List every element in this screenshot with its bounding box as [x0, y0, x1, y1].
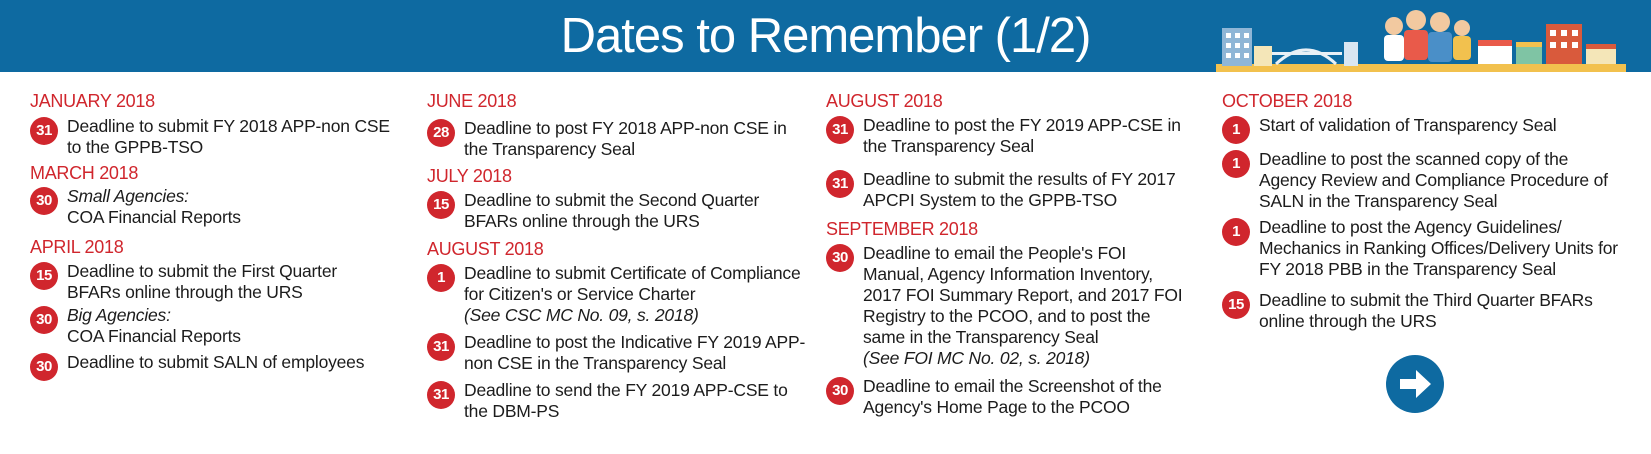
month-heading: JANUARY 2018	[30, 91, 155, 111]
deadline-text: Deadline to submit SALN of employees	[67, 352, 365, 372]
month-group-january	[30, 90, 395, 158]
deadline-item	[826, 115, 1191, 157]
day-badge: 15	[30, 262, 58, 290]
month-group-june	[427, 90, 812, 160]
deadline-text: Deadline to submit Certificate of Compliance for Citizen's or Service Charter	[464, 263, 801, 304]
column-4	[1222, 90, 1622, 332]
month-heading: MARCH 2018	[30, 163, 139, 183]
header-banner	[0, 0, 1651, 72]
deadline-item	[427, 332, 812, 374]
deadline-text: Deadline to submit FY 2018 APP-non CSE to the GPPB-TSO	[67, 116, 390, 157]
column-1	[30, 90, 395, 373]
deadline-text: Deadline to post the Agency Guidelines/ Mechanics in Ranking Offices/Delivery Units for FY 2018 PBB in the Transparency Seal	[1259, 217, 1618, 279]
day-badge: 1	[427, 264, 455, 292]
deadline-item	[427, 380, 812, 422]
day-badge: 30	[30, 187, 58, 215]
month-group-march	[30, 162, 395, 228]
deadline-text: COA Financial Reports	[67, 326, 241, 346]
month-group-october	[1222, 90, 1622, 332]
month-heading: OCTOBER 2018	[1222, 91, 1353, 111]
deadline-item	[826, 243, 1191, 369]
next-page-button[interactable]	[1386, 355, 1444, 413]
day-badge: 31	[826, 116, 854, 144]
deadline-item	[826, 169, 1191, 211]
city-illustration	[1216, 6, 1626, 72]
month-group-september	[826, 218, 1191, 418]
month-heading: AUGUST 2018	[427, 239, 544, 259]
deadline-text: Deadline to submit the Third Quarter BFARs online through the URS	[1259, 290, 1593, 331]
deadline-text: COA Financial Reports	[67, 207, 241, 227]
deadline-text: Deadline to post the Indicative FY 2019 APP-non CSE in the Transparency Seal	[464, 332, 806, 373]
day-badge: 28	[427, 119, 455, 147]
deadline-item	[30, 116, 395, 158]
day-badge: 1	[1222, 116, 1250, 144]
column-2	[427, 90, 812, 422]
agency-category: Small Agencies:	[67, 186, 189, 206]
deadline-item	[30, 305, 395, 347]
deadline-text: Start of validation of Transparency Seal	[1259, 115, 1557, 135]
deadline-text: Deadline to submit the First Quarter BFARs online through the URS	[67, 261, 337, 302]
deadline-item	[427, 190, 812, 232]
month-heading: AUGUST 2018	[826, 91, 943, 111]
day-badge: 1	[1222, 218, 1250, 246]
month-heading: JUNE 2018	[427, 91, 517, 111]
day-badge: 30	[826, 377, 854, 405]
arrow-right-icon	[1386, 355, 1444, 413]
deadline-item	[30, 261, 395, 303]
deadline-text: Deadline to send the FY 2019 APP-CSE to the DBM-PS	[464, 380, 788, 421]
month-heading: SEPTEMBER 2018	[826, 219, 978, 239]
month-group-august	[427, 238, 812, 422]
deadline-item	[427, 118, 812, 160]
deadline-text: Deadline to email the People's FOI Manual, Agency Information Inventory, 2017 FOI Summary Report, and 2017 FOI Registry to the PCOO, and to post the same in the Transparency Seal	[863, 243, 1183, 347]
reference-note: (See CSC MC No. 09, s. 2018)	[464, 305, 699, 325]
day-badge: 1	[1222, 150, 1250, 178]
day-badge: 30	[30, 306, 58, 334]
day-badge: 31	[30, 117, 58, 145]
deadline-text: Deadline to post the scanned copy of the Agency Review and Compliance Procedure of SALN in the Transparency Seal	[1259, 149, 1608, 211]
deadline-text: Deadline to post the FY 2019 APP-CSE in the Transparency Seal	[863, 115, 1181, 156]
reference-note: (See FOI MC No. 02, s. 2018)	[863, 348, 1090, 368]
deadline-item	[1222, 217, 1622, 280]
deadline-item	[1222, 149, 1622, 212]
day-badge: 31	[427, 333, 455, 361]
month-heading: APRIL 2018	[30, 237, 124, 257]
deadline-text: Deadline to email the Screenshot of the Agency's Home Page to the PCOO	[863, 376, 1162, 417]
deadline-text: Deadline to submit the results of FY 2017 APCPI System to the GPPB-TSO	[863, 169, 1176, 210]
day-badge: 15	[427, 191, 455, 219]
page-title: Dates to Remember (1/2)	[560, 9, 1091, 63]
deadline-text: Deadline to submit the Second Quarter BFARs online through the URS	[464, 190, 760, 231]
day-badge: 31	[427, 381, 455, 409]
month-group-august	[826, 90, 1191, 211]
month-group-july	[427, 165, 812, 232]
deadline-item	[1222, 115, 1622, 136]
day-badge: 30	[826, 244, 854, 272]
column-3	[826, 90, 1191, 418]
month-heading: JULY 2018	[427, 166, 512, 186]
deadline-text: Deadline to post FY 2018 APP-non CSE in the Transparency Seal	[464, 118, 787, 159]
deadline-item	[30, 352, 395, 373]
day-badge: 30	[30, 353, 58, 381]
deadline-item	[826, 376, 1191, 418]
month-group-april	[30, 236, 395, 373]
day-badge: 31	[826, 170, 854, 198]
deadline-item	[30, 186, 395, 228]
agency-category: Big Agencies:	[67, 305, 171, 325]
deadline-item	[427, 263, 812, 326]
deadline-item	[1222, 290, 1622, 332]
day-badge: 15	[1222, 291, 1250, 319]
